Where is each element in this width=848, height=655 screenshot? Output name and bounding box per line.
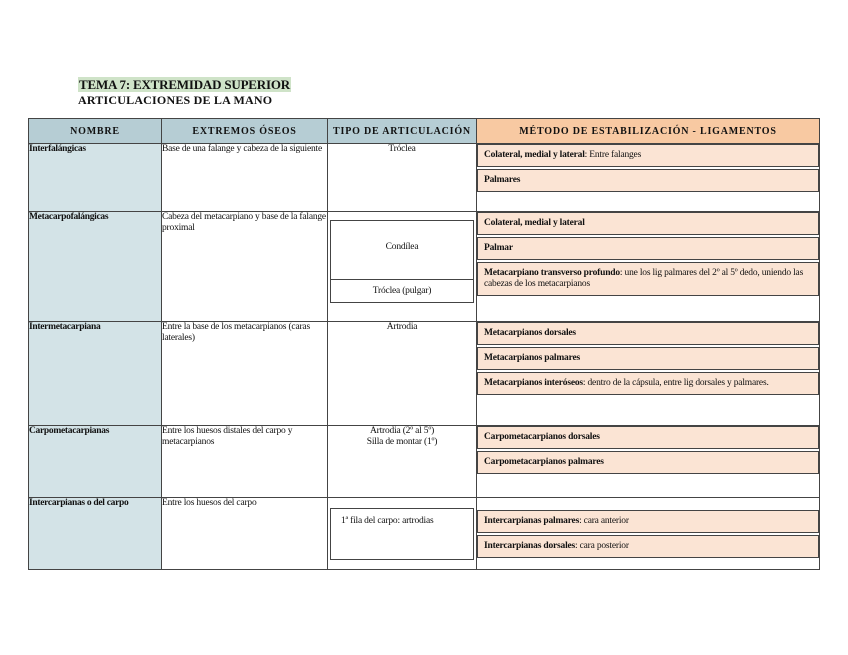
cell-extremos: Cabeza del metacarpiano y base de la falange proximal xyxy=(162,212,328,322)
cell-nombre: Intermetacarpiana xyxy=(29,322,162,426)
cell-ligamentos xyxy=(477,144,820,212)
tipo-value: Silla de montar (1º) xyxy=(366,437,438,447)
tipo-value: 1ª fila del carpo: artrodias xyxy=(341,516,434,526)
table-row xyxy=(29,144,820,212)
header-tipo: TIPO DE ARTICULACIÓN xyxy=(328,119,477,144)
tipo-box xyxy=(330,220,474,303)
cell-extremos: Entre los huesos distales del carpo y metacarpianos xyxy=(162,426,328,498)
table-row xyxy=(29,426,820,498)
header-metodo: MÉTODO DE ESTABILIZACIÓN - LIGAMENTOS xyxy=(477,119,820,144)
cell-ligamentos xyxy=(477,498,820,570)
cell-nombre: Interfalángicas xyxy=(29,144,162,212)
cell-tipo xyxy=(328,498,477,570)
cell-tipo: Tróclea xyxy=(328,144,477,212)
ligament-box: Metacarpianos palmares xyxy=(477,347,819,370)
ligament-box: Intercarpianas dorsales: cara posterior xyxy=(477,535,819,558)
cell-ligamentos xyxy=(477,212,820,322)
ligament-box: Carpometacarpianos palmares xyxy=(477,451,819,474)
ligament-box: Colateral, medial y lateral xyxy=(477,212,819,235)
tipo-box xyxy=(330,508,474,560)
cell-ligamentos xyxy=(477,426,820,498)
cell-ligamentos xyxy=(477,322,820,426)
table-row xyxy=(29,212,820,322)
ligament-box: Palmares xyxy=(477,169,819,192)
table-row xyxy=(29,322,820,426)
cell-extremos: Entre los huesos del carpo xyxy=(162,498,328,570)
header-nombre: NOMBRE xyxy=(29,119,162,144)
ligament-box: Metacarpianos dorsales xyxy=(477,322,819,345)
tipo-value: Tróclea (pulgar) xyxy=(331,279,473,302)
ligament-box: Metacarpianos interóseos: dentro de la cápsula, entre lig dorsales y palmares. xyxy=(477,372,819,395)
ligament-box: Palmar xyxy=(477,237,819,260)
ligament-box: Metacarpiano transverso profundo: une los lig palmares del 2º al 5º dedo, uniendo las cabezas de los metacarpianos xyxy=(477,262,819,296)
ligament-box: Carpometacarpianos dorsales xyxy=(477,426,819,449)
cell-extremos: Entre la base de los metacarpianos (caras laterales) xyxy=(162,322,328,426)
cell-tipo xyxy=(328,426,477,498)
tipo-value: Artrodia (2º al 5º) xyxy=(369,426,435,436)
cell-nombre: Carpometacarpianas xyxy=(29,426,162,498)
ligament-box: Intercarpianas palmares: cara anterior xyxy=(477,510,819,533)
page-title: TEMA 7: EXTREMIDAD SUPERIOR xyxy=(79,77,290,92)
articulations-table xyxy=(28,118,820,570)
cell-nombre: Intercarpianas o del carpo xyxy=(29,498,162,570)
page-subtitle: ARTICULACIONES DE LA MANO xyxy=(78,93,273,107)
ligament-box: Colateral, medial y lateral: Entre falanges xyxy=(477,144,819,167)
cell-extremos: Base de una falange y cabeza de la siguiente xyxy=(162,144,328,212)
cell-tipo xyxy=(328,212,477,322)
cell-nombre: Metacarpofalángicas xyxy=(29,212,162,322)
header-extremos: EXTREMOS ÓSEOS xyxy=(162,119,328,144)
tipo-value: Condílea xyxy=(385,242,419,252)
table-row xyxy=(29,498,820,570)
table-header-row xyxy=(29,119,820,144)
cell-tipo: Artrodia xyxy=(328,322,477,426)
